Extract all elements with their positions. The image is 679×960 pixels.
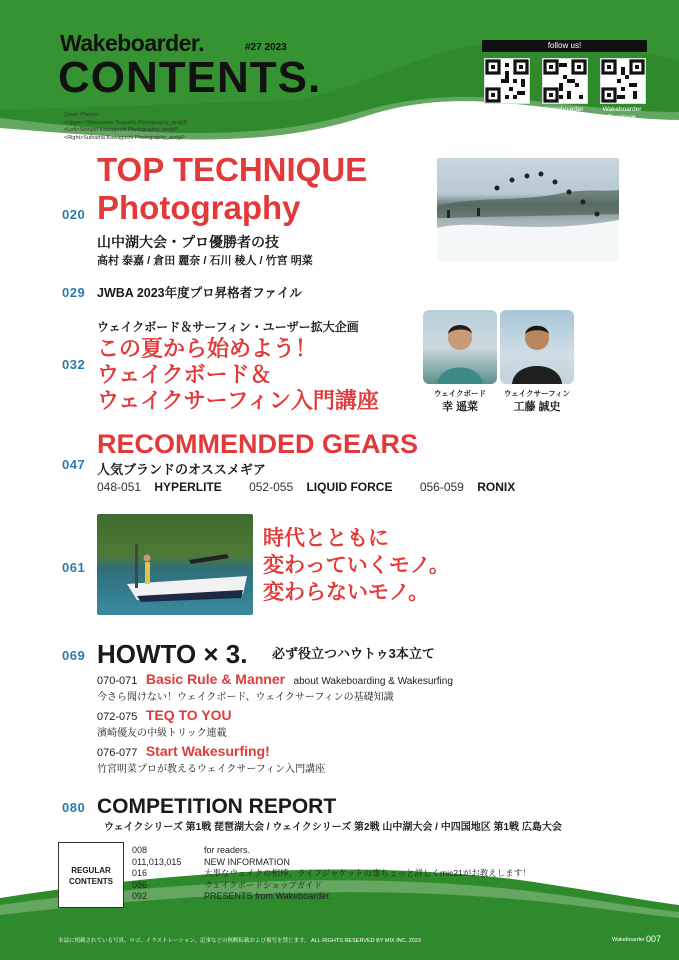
qr-code-icon bbox=[485, 59, 529, 103]
photo-person-wakesurf bbox=[500, 310, 574, 384]
entry-subtitle: 人気ブランドのオススメギア bbox=[97, 462, 266, 477]
qr-label-facebook bbox=[591, 106, 653, 122]
entry-title-jwba[interactable]: JWBA 2023年度プロ昇格者ファイル bbox=[97, 286, 302, 300]
list-item[interactable] bbox=[132, 845, 592, 857]
entry-title-photography[interactable]: Photography bbox=[97, 189, 301, 226]
brand-name[interactable]: RONIX bbox=[477, 480, 516, 494]
list-item[interactable] bbox=[132, 880, 592, 892]
howto-item[interactable] bbox=[97, 743, 270, 761]
list-text: NEW INFORMATION bbox=[204, 856, 290, 867]
howto-desc: 今さら聞けない！ウェイクボード、ウェイクサーフィンの基礎知識 bbox=[97, 692, 394, 703]
brand-pages: 048-051 bbox=[97, 480, 142, 494]
howto-title-note: about Wakeboarding & Wakesurfing bbox=[293, 676, 453, 687]
page-number-080: 080 bbox=[62, 800, 86, 815]
regular-label-line: REGULAR bbox=[71, 866, 111, 875]
brand-name[interactable]: LIQUID FORCE bbox=[306, 480, 393, 494]
qr-code-online[interactable] bbox=[484, 58, 530, 104]
entry-title-competition-report[interactable]: COMPETITION REPORT bbox=[97, 795, 337, 818]
list-page: 016 bbox=[132, 868, 148, 878]
regular-label-line: CONTENTS bbox=[69, 877, 113, 886]
page-number-032: 032 bbox=[62, 357, 86, 372]
credit-line: <Right>Suihama Kawaguchi Photography_andyP bbox=[64, 134, 185, 141]
howto-title[interactable]: Start Wakesurfing! bbox=[145, 743, 270, 759]
qr-label-instagram bbox=[533, 106, 595, 122]
photo-person-wakeboard bbox=[423, 310, 497, 384]
qr-label-line: Facebook bbox=[607, 114, 637, 121]
page-number-061: 061 bbox=[62, 560, 86, 575]
entry-subtitle: 山中湖大会・プロ優勝者の技 bbox=[97, 234, 279, 250]
qr-label-line: Wakeboarder bbox=[602, 106, 642, 113]
qr-code-instagram[interactable] bbox=[542, 58, 588, 104]
entry-names: 高村 泰嘉 / 倉田 麗奈 / 石川 稜人 / 竹宮 明菜 bbox=[97, 255, 313, 267]
photo-wakeboard-sequence bbox=[437, 158, 619, 261]
qr-label-line: Wakeboarder bbox=[544, 106, 584, 113]
list-item[interactable] bbox=[132, 868, 592, 880]
qr-label-line: Wakeboarder bbox=[486, 106, 526, 113]
qr-code-icon bbox=[543, 59, 587, 103]
footer-brand: Wakeboarder bbox=[612, 937, 645, 943]
credit-line: <Upper>Shinnosuke Noguchi Photography_andyP bbox=[64, 119, 188, 126]
brand-pages: 052-055 bbox=[249, 480, 294, 494]
qr-code-icon bbox=[601, 59, 645, 103]
entry-title-line3[interactable]: 変わらないモノ。 bbox=[263, 581, 430, 604]
page-title: CONTENTS. bbox=[58, 53, 322, 102]
entry-title-howto[interactable]: HOWTO × 3. bbox=[97, 639, 248, 669]
qr-code-facebook[interactable] bbox=[600, 58, 646, 104]
entry-title-top-technique[interactable]: TOP TECHNIQUE bbox=[97, 151, 368, 188]
entry-title-line2[interactable]: ウェイクボード＆ bbox=[97, 362, 272, 387]
person2-role: ウェイクサーフィン bbox=[503, 389, 571, 398]
brand-logo: Wakeboarder. bbox=[60, 30, 204, 56]
list-item[interactable] bbox=[132, 891, 592, 903]
photo-boat bbox=[97, 514, 253, 615]
follow-us-banner: follow us! bbox=[482, 40, 647, 52]
list-page: 008 bbox=[132, 845, 148, 855]
issue-number: #27 2023 bbox=[245, 42, 287, 53]
list-text: ウェイクボードショップガイド bbox=[204, 879, 322, 890]
credit-line: Cover Photos: bbox=[64, 112, 99, 118]
credit-line: <Left>Shinpei Kawaguchi Photography_andyP bbox=[64, 127, 178, 133]
howto-pages: 072-075 bbox=[97, 711, 138, 723]
entry-pretitle: ウェイクボード＆サーフィン・ユーザー拡大企画 bbox=[97, 320, 359, 334]
page-number-029: 029 bbox=[62, 285, 86, 300]
person2-name: 工藤 誠史 bbox=[513, 401, 561, 413]
list-page: 092 bbox=[132, 891, 148, 901]
entry-title-line1[interactable]: 時代とともに bbox=[263, 527, 389, 550]
page-number-069: 069 bbox=[62, 648, 86, 663]
gear-brands bbox=[97, 480, 515, 494]
wakeboard-sequence-image bbox=[437, 158, 619, 261]
person-portrait-icon bbox=[423, 310, 497, 384]
list-text: 大事なウェイクの相棒、ライフジャケットの事ちょっと詳しくmic21がお教えします！ bbox=[204, 868, 531, 878]
regular-contents-list bbox=[132, 845, 592, 903]
entry-title-recommended-gears[interactable]: RECOMMENDED GEARS bbox=[97, 429, 419, 459]
howto-desc: 濱崎優友の中級トリック連載 bbox=[97, 728, 227, 739]
howto-pages: 070-071 bbox=[97, 675, 138, 687]
person1-name: 幸 遥菜 bbox=[441, 401, 479, 413]
entry-title-line1[interactable]: この夏から始めよう！ bbox=[97, 336, 318, 361]
howto-item[interactable] bbox=[97, 707, 232, 725]
list-item[interactable] bbox=[132, 857, 592, 869]
howto-item[interactable] bbox=[97, 671, 453, 689]
howto-title[interactable]: Basic Rule & Manner bbox=[145, 671, 286, 687]
entry-title-line2[interactable]: 変わっていくモノ。 bbox=[263, 554, 450, 577]
entry-subtitle: 必ず役立つハウトゥ3本立て bbox=[272, 646, 435, 661]
page-number-047: 047 bbox=[62, 457, 86, 472]
regular-contents-box bbox=[58, 842, 124, 908]
qr-label-line: INSTAGRAM bbox=[544, 114, 584, 121]
brand-pages: 056-059 bbox=[419, 480, 464, 494]
boat-image bbox=[97, 514, 253, 615]
list-page: 011,013,015 bbox=[132, 856, 182, 867]
howto-title[interactable]: TEQ TO YOU bbox=[145, 707, 232, 723]
page-number-020: 020 bbox=[62, 207, 86, 222]
brand-name[interactable]: HYPERLITE bbox=[154, 480, 222, 494]
qr-label-line: Online bbox=[496, 114, 516, 121]
howto-pages: 076-077 bbox=[97, 747, 138, 759]
entry-subtitle: ウェイクシリーズ 第1戦 琵琶湖大会 / ウェイクシリーズ 第2戦 山中湖大会 / 中四国地区 第1戦 広島大会 bbox=[104, 822, 562, 833]
person1-role: ウェイクボード bbox=[433, 389, 487, 398]
entry-title-line3[interactable]: ウェイクサーフィン入門講座 bbox=[97, 388, 379, 413]
person-portrait-icon bbox=[500, 310, 574, 384]
list-text: for readers. bbox=[204, 845, 251, 855]
list-page: 086 bbox=[132, 879, 148, 890]
qr-label-online bbox=[475, 106, 537, 122]
list-text: PRESENTS from Wakeboarder. bbox=[204, 891, 332, 901]
cover-credits bbox=[64, 112, 187, 142]
footer-page-number: 007 bbox=[646, 934, 662, 944]
howto-desc: 竹宮明菜プロが教えるウェイクサーフィン入門講座 bbox=[97, 764, 326, 775]
footer-notice: 本誌に掲載されている写真、ロゴ、イラストレーション、記事などの無断転載および複写を禁じます。 ALL RIGHTS RESERVED BY MIX INC. 2023 bbox=[58, 938, 421, 944]
